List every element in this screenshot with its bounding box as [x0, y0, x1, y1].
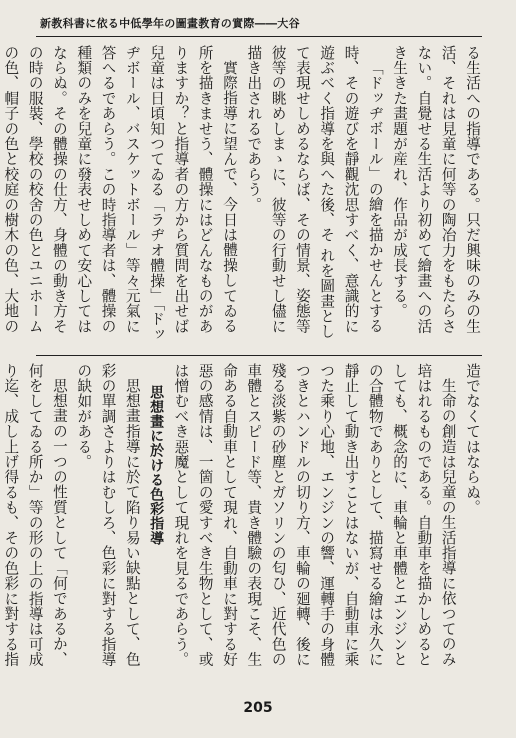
paragraph: 思想畫指導に於て陷り易い缺點として、色彩の單調さよりはむしろ、色彩に對する指導の缺如がある。 — [75, 363, 141, 667]
paragraph: 實際指導に望んで、今日は體操してゐる所を描きませう、體操にはどんなものがありますか？と指導者の方から質問を出せば兒童は日頃知つてゐる「ラヂオ體操」「ドッヂボール、バスケットボール」等々元氣に答へるであらう。この時指導者は、體操の種類のみを兒童に發表せしめて安心してはならぬ。その體操の仕方、身體の動き方その時の服裝、學校の校舍の色とユニホームの色、帽子の色と校庭の樹木の色、大地の — [2, 45, 239, 342]
header-rule — [36, 36, 482, 37]
column-divider — [36, 355, 482, 356]
paragraph: 生命の創造は兒童の生活指導に依つてのみ培はれるものである。自動車を描かしめるとしても、概念的に、車輪と車體とエンジンとの合體物でありとして、描寫せる繪は永久に靜止して動き出すことはないが、自動車に乘つた乘り心地、エンジンの響、運轉手の身體つきとハンドルの切り方、車輪の廻轉、後に殘る淡紫の砂塵とガソリンの匂ひ、近代色の車體とスピード等、貴き體驗の表現こそ、生命ある自動車として現れ、自動車に對する好惡の感情は、一箇の愛すべき生物として、或は憎むべき惡魔として現れを見るであらう。 — [172, 363, 457, 667]
running-header: 新教科書に依る中低學年の圖畫教育の實際――大谷 — [40, 17, 300, 30]
page-number: 205 — [243, 700, 273, 716]
section-heading: 思想畫に於ける色彩指導 — [148, 385, 165, 546]
lower-text-block — [2, 363, 484, 681]
paragraph: 造でなくてはならぬ。 — [464, 363, 481, 515]
paragraph: る生活への指導である。只だ興味のみの生活、それは見童に何等の陶冶力をもたらさない。自覺せる生活より初めて繪畫への活き生きた畫題が産れ、作品が成長する。 — [391, 45, 481, 334]
upper-text-block — [2, 45, 484, 347]
paragraph: 「ドッヂボール」の繪を描かせんとする時、その遊びを靜觀沈思すべく、意識的に遊ぶべく指導を與へた後、そ れを圖畫として表現せしめるならば、その情景、姿態等彼等の眺めしまゝに、彼等の行動せし儘に描き出されるであらう。 — [245, 45, 384, 340]
paragraph: 思想畫の一つの性質として「何であるか、何をしてゐる所か」等の形の上の指導は可成り迄、成し上げ得るも、その色彩に對する指 — [2, 363, 68, 667]
